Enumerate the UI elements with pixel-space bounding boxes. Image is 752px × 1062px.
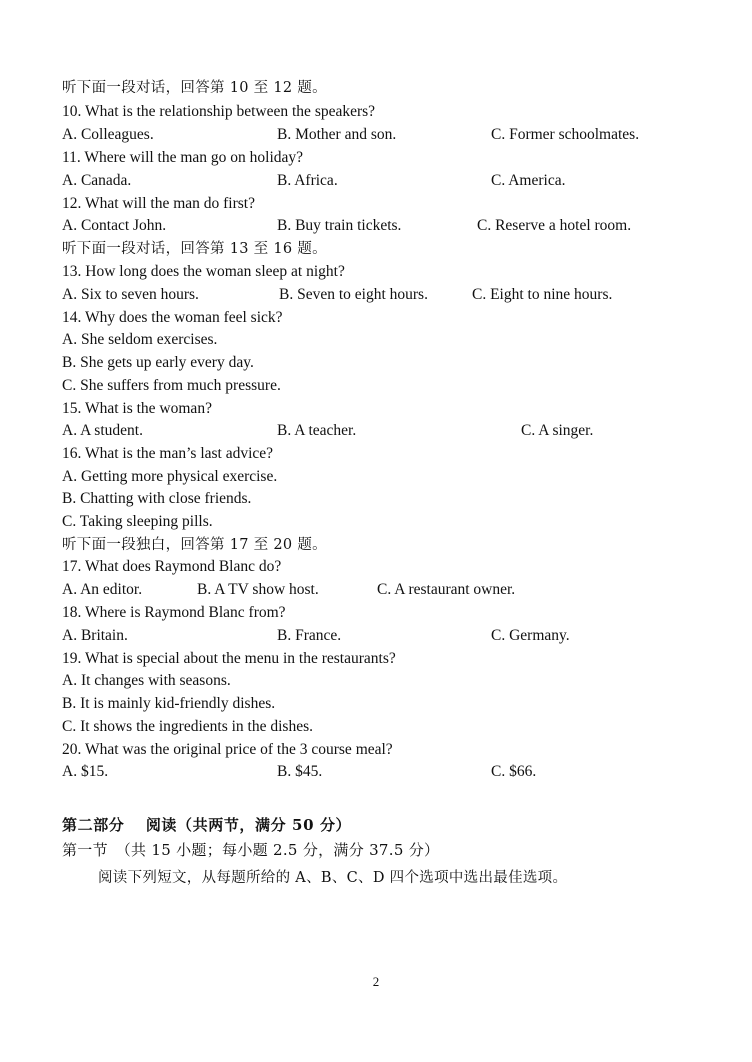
question-15-options (62, 421, 682, 441)
option-c: C. Eight to nine hours. (472, 286, 613, 303)
question-13-options (62, 285, 682, 305)
option-a: A. Britain. (62, 627, 128, 644)
option-a: A. $15. (62, 763, 109, 780)
question-10-options (62, 125, 682, 145)
question-17-stem: 17. What does Raymond Blanc do? (62, 558, 282, 575)
question-14-option-a: A. She seldom exercises. (62, 331, 218, 348)
option-b: B. Africa. (277, 172, 338, 189)
question-14-stem: 14. Why does the woman feel sick? (62, 309, 283, 326)
option-a: A. Contact John. (62, 217, 167, 234)
question-18-options (62, 626, 682, 646)
question-13-stem: 13. How long does the woman sleep at night? (62, 263, 345, 280)
reading-instruction: 阅读下列短文，从每题所给的 A、B、C、D 四个选项中选出最佳选项。 (98, 870, 568, 886)
option-c: C. Reserve a hotel room. (477, 217, 632, 234)
option-b: B. France. (277, 627, 342, 644)
question-12-options (62, 216, 682, 236)
option-c: C. A restaurant owner. (377, 581, 516, 598)
question-11-stem: 11. Where will the man go on holiday? (62, 149, 304, 166)
question-11-options (62, 171, 682, 191)
question-16-option-b: B. Chatting with close friends. (62, 490, 252, 507)
question-15-stem: 15. What is the woman? (62, 400, 212, 417)
question-16-stem: 16. What is the man’s last advice? (62, 445, 274, 462)
question-20-stem: 20. What was the original price of the 3 course meal? (62, 741, 393, 758)
option-a: A. Colleagues. (62, 126, 154, 143)
option-b: B. Seven to eight hours. (279, 286, 428, 303)
section-instruction-10-12: 听下面一段对话，回答第 10 至 12 题。 (62, 80, 327, 96)
option-c: C. America. (491, 172, 566, 189)
option-c: C. Former schoolmates. (491, 126, 640, 143)
option-b: B. A teacher. (277, 422, 357, 439)
question-16-option-a: A. Getting more physical exercise. (62, 468, 278, 485)
question-12-stem: 12. What will the man do first? (62, 195, 255, 212)
section-instruction-17-20: 听下面一段独白，回答第 17 至 20 题。 (62, 537, 327, 553)
question-19-option-c: C. It shows the ingredients in the dishes. (62, 718, 313, 735)
question-14-option-c: C. She suffers from much pressure. (62, 377, 281, 394)
option-b: B. $45. (277, 763, 323, 780)
question-19-option-b: B. It is mainly kid-friendly dishes. (62, 695, 276, 712)
question-14-option-b: B. She gets up early every day. (62, 354, 254, 371)
question-17-options (62, 580, 682, 600)
question-18-stem: 18. Where is Raymond Blanc from? (62, 604, 286, 621)
option-b: B. A TV show host. (197, 581, 319, 598)
part-2-heading: 第二部分 阅读（共两节，满分 50 分） (62, 816, 352, 834)
option-b: B. Mother and son. (277, 126, 397, 143)
option-c: C. Germany. (491, 627, 570, 644)
question-19-option-a: A. It changes with seasons. (62, 672, 231, 689)
option-a: A. Six to seven hours. (62, 286, 199, 303)
page-number: 2 (372, 974, 380, 989)
option-b: B. Buy train tickets. (277, 217, 402, 234)
question-10-stem: 10. What is the relationship between the speakers? (62, 103, 376, 120)
question-16-option-c: C. Taking sleeping pills. (62, 513, 213, 530)
question-19-stem: 19. What is special about the menu in the restaurants? (62, 650, 396, 667)
option-a: A. Canada. (62, 172, 132, 189)
question-20-options (62, 762, 682, 782)
option-c: C. A singer. (521, 422, 594, 439)
section-instruction-13-16: 听下面一段对话，回答第 13 至 16 题。 (62, 241, 327, 257)
option-a: A. A student. (62, 422, 143, 439)
section-1-heading: 第一节 （共 15 小题；每小题 2.5 分，满分 37.5 分） (62, 841, 440, 859)
option-c: C. $66. (491, 763, 537, 780)
option-a: A. An editor. (62, 581, 143, 598)
